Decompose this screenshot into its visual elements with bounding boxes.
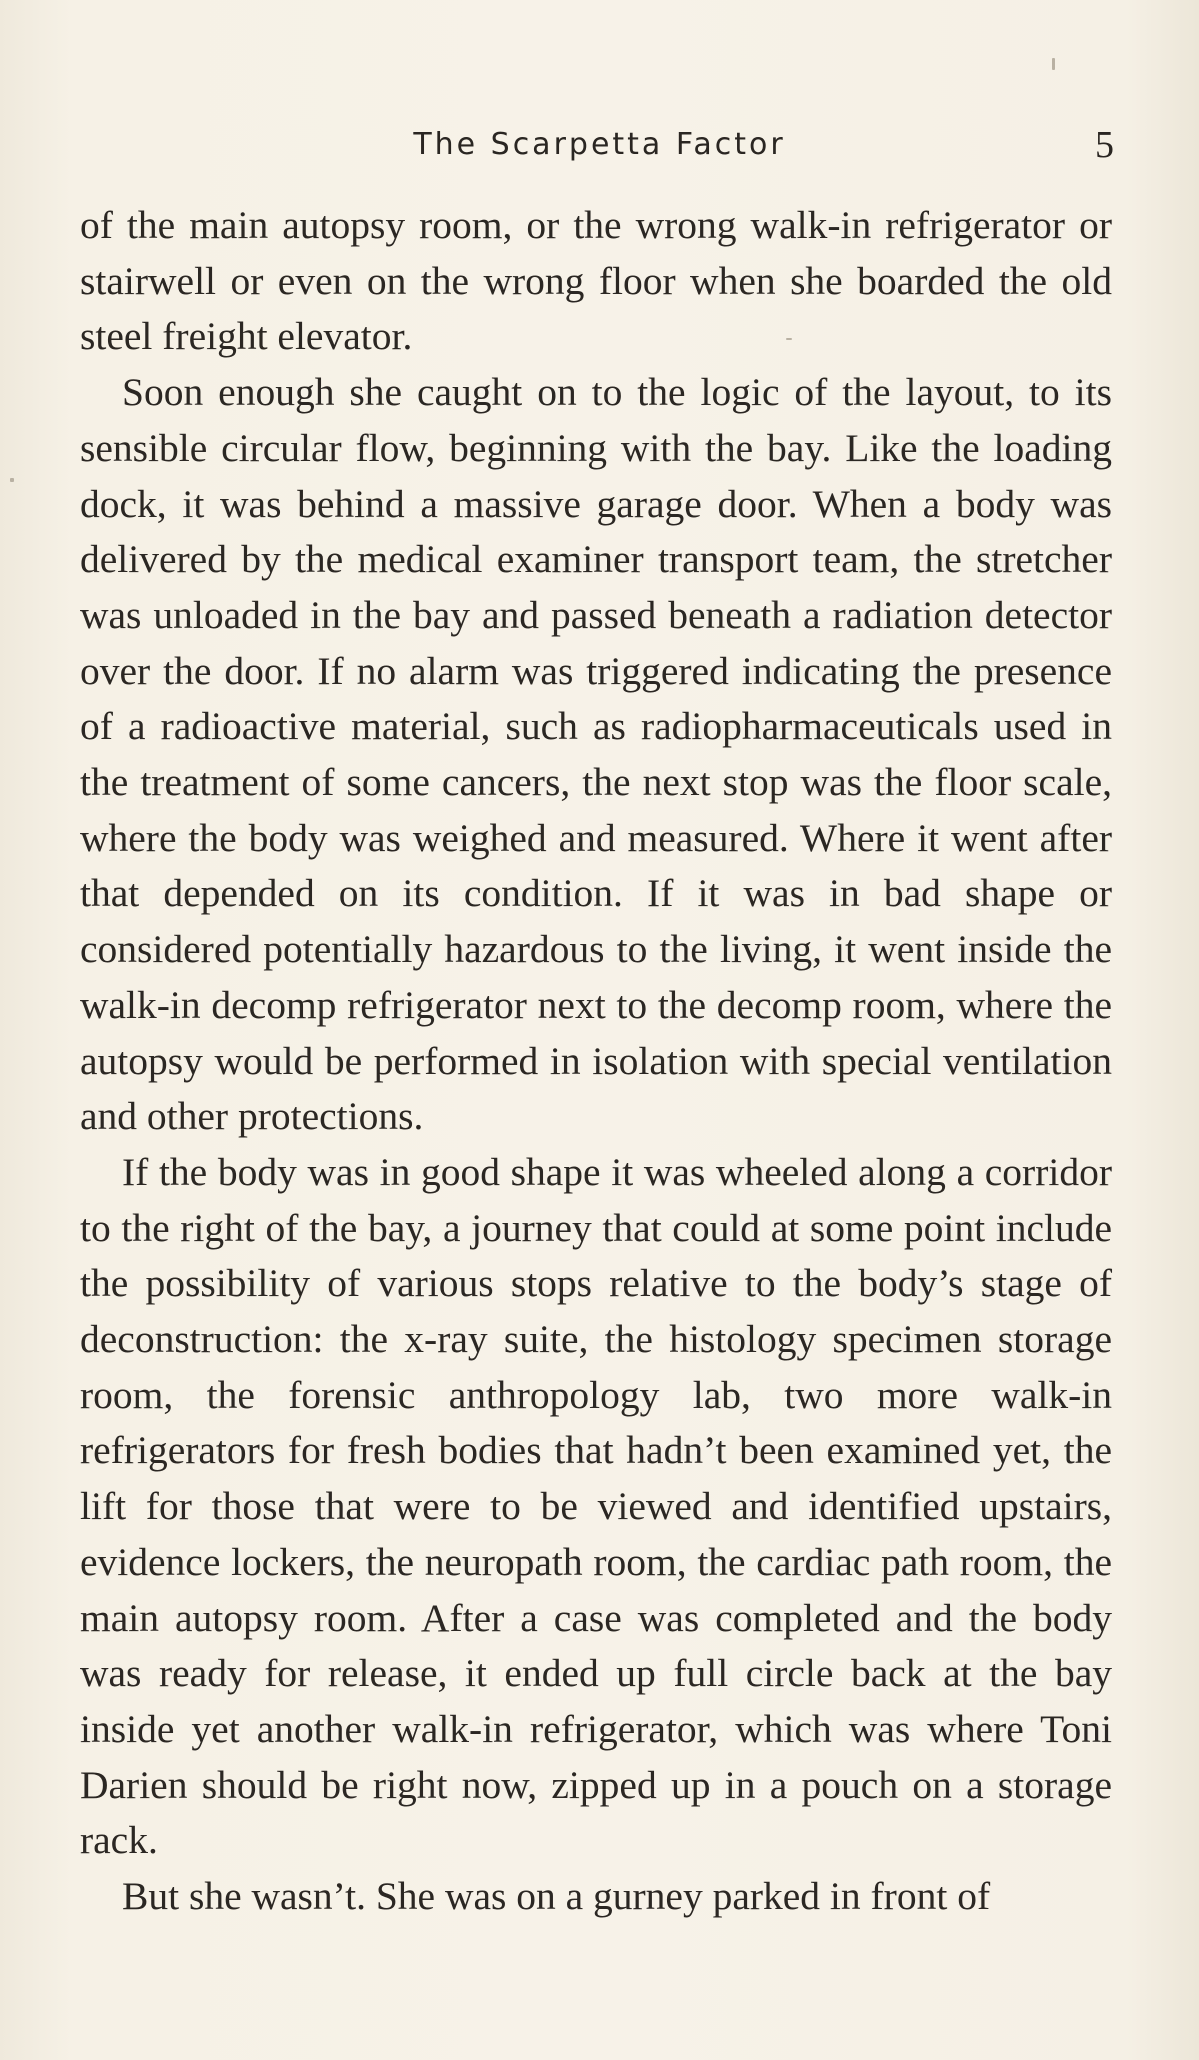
paragraph: Soon enough she caught on to the logic of the layout, to its sensible circular flow, beginning with the bay. Like the loading dock, it was behind a massive garage door. When a body was delivered by the medical examiner transport team, the stretcher was unloaded in the bay and passed beneath a radiation detector over the door. If no alarm was triggered indicating the presence of a radioactive material, such as radiopharmaceuticals used in the treatment of some cancers, the next stop was the floor scale, where the body was weighed and measured. Where it went after that depended on its condition. If it was in bad shape or considered potentially hazardous to the living, it went inside the walk-in decomp refrigerator next to the decomp room, where the autopsy would be performed in isolation with special ventilation and other protections. — [80, 370, 1112, 1139]
page-number: 5 — [1095, 124, 1114, 166]
paper-speck — [1052, 58, 1055, 70]
paragraph: If the body was in good shape it was wheeled along a corridor to the right of the bay, a journey that could at some point include the possibility of various stops relative to the body’s stage of deconstruction: the x-ray suite, the histology specimen storage room, the forensic anthropology lab, two more walk-in refrigerators for fresh bodies that hadn’t been examined yet, the lift for those that were to be viewed and identified upstairs, evidence lockers, the neuropath room, the cardiac path room, the main autopsy room. After a case was completed and the body was ready for release, it ended up full circle back at the bay inside yet another walk-in refrigerator, which was where Toni Darien should be right now, zipped up in a pouch on a storage rack. — [80, 1149, 1112, 1863]
paragraph: But she wasn’t. She was on a gurney parked in front of — [122, 1874, 991, 1919]
paper-speck — [10, 478, 14, 482]
body-text — [80, 198, 1112, 1925]
running-head — [0, 120, 1199, 170]
paragraph-continued: of the main autopsy room, or the wrong walk-in refrigerator or stairwell or even on the wrong floor when she boarded the old steel freight elevator. — [80, 203, 1112, 359]
book-title: The Scarpetta Factor — [413, 127, 786, 162]
